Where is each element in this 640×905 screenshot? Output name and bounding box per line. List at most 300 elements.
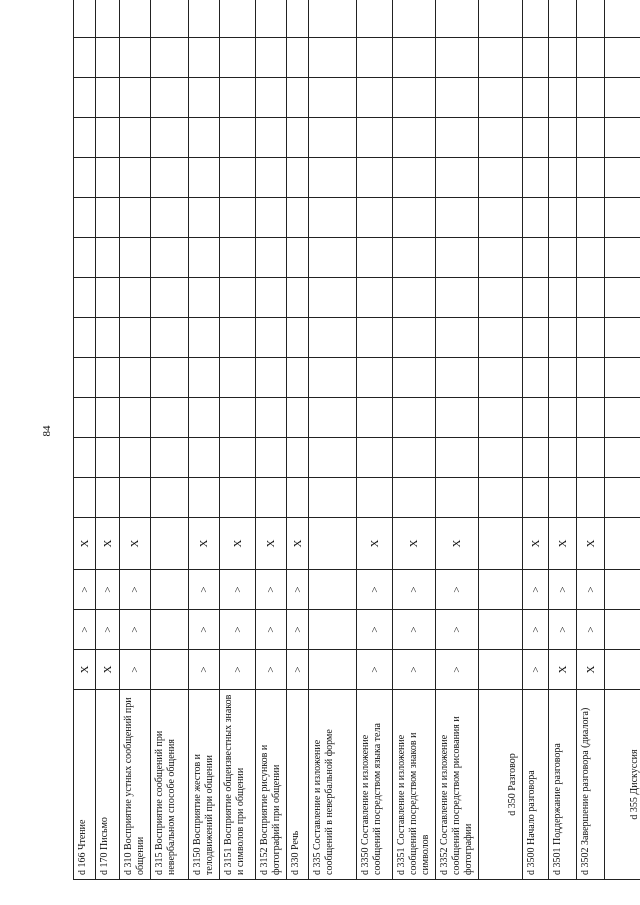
grid-cell [393, 358, 436, 398]
grid-cell [549, 358, 577, 398]
grid-cell: > [357, 650, 393, 690]
grid-cell [287, 158, 309, 198]
grid-cell [220, 438, 256, 478]
grid-cell: > [287, 610, 309, 650]
grid-cell [393, 398, 436, 438]
grid-cell: X [357, 518, 393, 570]
grid-cell [393, 118, 436, 158]
grid-cell [436, 438, 479, 478]
grid-cell [357, 38, 393, 78]
grid-cell [436, 78, 479, 118]
grid-cell [151, 78, 189, 118]
grid-cell [287, 238, 309, 278]
grid-cell [120, 358, 151, 398]
grid-cell [393, 238, 436, 278]
grid-cell [151, 650, 189, 690]
grid-cell [287, 198, 309, 238]
grid-cell [577, 438, 605, 478]
grid-cell [436, 318, 479, 358]
grid-cell [120, 118, 151, 158]
grid-cell [151, 438, 189, 478]
grid-cell [220, 478, 256, 518]
grid-cell [479, 518, 523, 570]
grid-cell [151, 570, 189, 610]
grid-cell [189, 238, 220, 278]
table-row [189, 0, 220, 880]
grid-cell [74, 0, 96, 38]
grid-cell [577, 278, 605, 318]
grid-cell: > [189, 570, 220, 610]
grid-cell [74, 238, 96, 278]
grid-cell [256, 478, 287, 518]
grid-cell: > [189, 610, 220, 650]
grid-cell [479, 158, 523, 198]
grid-cell [309, 158, 357, 198]
grid-cell [189, 358, 220, 398]
grid-cell [577, 118, 605, 158]
grid-cell [309, 358, 357, 398]
grid-cell [151, 158, 189, 198]
grid-cell: > [256, 610, 287, 650]
table-row [393, 0, 436, 880]
grid-cell [479, 238, 523, 278]
grid-cell [96, 478, 120, 518]
grid-cell [151, 278, 189, 318]
grid-cell: > [357, 570, 393, 610]
grid-cell [479, 118, 523, 158]
grid-cell [479, 650, 523, 690]
grid-cell [523, 78, 549, 118]
grid-cell [189, 0, 220, 38]
grid-cell [220, 198, 256, 238]
grid-cell [309, 478, 357, 518]
grid-cell: > [74, 570, 96, 610]
grid-cell [256, 38, 287, 78]
table-row [151, 0, 189, 880]
grid-cell [605, 198, 640, 238]
grid-cell [74, 398, 96, 438]
grid-cell [523, 238, 549, 278]
grid-cell [605, 118, 640, 158]
grid-cell [120, 158, 151, 198]
grid-cell [151, 198, 189, 238]
grid-cell [393, 318, 436, 358]
grid-cell [256, 118, 287, 158]
grid-cell [120, 38, 151, 78]
grid-cell: X [120, 518, 151, 570]
grid-cell [523, 278, 549, 318]
grid-cell [256, 0, 287, 38]
rotated-page-content [73, 60, 640, 880]
grid-cell [523, 478, 549, 518]
grid-cell [549, 0, 577, 38]
grid-cell [287, 318, 309, 358]
grid-cell [220, 358, 256, 398]
grid-cell: > [393, 650, 436, 690]
grid-cell: > [189, 650, 220, 690]
grid-cell: X [287, 518, 309, 570]
grid-cell: > [96, 610, 120, 650]
grid-cell: > [74, 610, 96, 650]
grid-cell [523, 38, 549, 78]
grid-cell [605, 650, 640, 690]
grid-cell [605, 358, 640, 398]
grid-cell [151, 238, 189, 278]
table-row [96, 0, 120, 880]
grid-cell [220, 78, 256, 118]
grid-cell [436, 198, 479, 238]
grid-cell [549, 438, 577, 478]
grid-cell [120, 0, 151, 38]
grid-cell [287, 398, 309, 438]
grid-cell [189, 398, 220, 438]
grid-cell [357, 478, 393, 518]
grid-cell [74, 278, 96, 318]
grid-cell [96, 158, 120, 198]
grid-cell [309, 610, 357, 650]
table-row [605, 0, 640, 880]
grid-cell [549, 38, 577, 78]
grid-cell [549, 398, 577, 438]
grid-cell [220, 38, 256, 78]
grid-cell [577, 238, 605, 278]
grid-cell [189, 198, 220, 238]
grid-cell [393, 278, 436, 318]
grid-cell [74, 438, 96, 478]
grid-cell [577, 358, 605, 398]
grid-cell [479, 278, 523, 318]
grid-cell [549, 238, 577, 278]
grid-cell [220, 118, 256, 158]
grid-cell [309, 0, 357, 38]
grid-cell [287, 278, 309, 318]
grid-cell [605, 398, 640, 438]
grid-cell [96, 38, 120, 78]
grid-cell: > [523, 650, 549, 690]
grid-cell [96, 238, 120, 278]
grid-cell [479, 38, 523, 78]
grid-cell [523, 118, 549, 158]
grid-cell [120, 438, 151, 478]
grid-cell [309, 38, 357, 78]
grid-cell [605, 0, 640, 38]
grid-cell [189, 38, 220, 78]
grid-cell [309, 318, 357, 358]
grid-cell: > [436, 610, 479, 650]
row-label: d 3500 Начало разговора [523, 690, 549, 880]
grid-cell [436, 278, 479, 318]
grid-cell [549, 198, 577, 238]
grid-cell [189, 158, 220, 198]
grid-cell [357, 438, 393, 478]
row-label: d 166 Чтение [74, 690, 96, 880]
table-row [577, 0, 605, 880]
grid-cell [605, 38, 640, 78]
grid-cell [393, 38, 436, 78]
grid-cell [120, 198, 151, 238]
row-label: d 315 Восприятие сообщений при невербальном способе общения [151, 690, 189, 880]
grid-cell [357, 278, 393, 318]
grid-cell [120, 478, 151, 518]
grid-cell [309, 238, 357, 278]
grid-cell: X [74, 650, 96, 690]
grid-cell [523, 198, 549, 238]
grid-cell [256, 278, 287, 318]
grid-cell: > [357, 610, 393, 650]
grid-cell [393, 198, 436, 238]
grid-cell [309, 198, 357, 238]
grid-cell [96, 278, 120, 318]
grid-cell [74, 478, 96, 518]
grid-cell [549, 78, 577, 118]
grid-cell [151, 318, 189, 358]
grid-cell: > [436, 570, 479, 610]
grid-cell [549, 118, 577, 158]
grid-cell: > [523, 610, 549, 650]
grid-cell [189, 78, 220, 118]
grid-cell [151, 118, 189, 158]
row-label: d 3351 Составление и изложение сообщений посредством знаков и символов [393, 690, 436, 880]
grid-cell [523, 0, 549, 38]
grid-cell [605, 278, 640, 318]
grid-cell [549, 278, 577, 318]
grid-cell: X [577, 650, 605, 690]
grid-cell [256, 398, 287, 438]
grid-cell [256, 358, 287, 398]
grid-cell [393, 0, 436, 38]
grid-cell [96, 438, 120, 478]
grid-cell [309, 570, 357, 610]
grid-cell: > [220, 610, 256, 650]
grid-cell [479, 78, 523, 118]
grid-cell [309, 650, 357, 690]
grid-cell [287, 478, 309, 518]
grid-cell [479, 398, 523, 438]
grid-cell: > [120, 570, 151, 610]
grid-cell [605, 478, 640, 518]
row-label: d 355 Дискуссия [605, 690, 640, 880]
grid-cell [479, 478, 523, 518]
table-row [256, 0, 287, 880]
grid-cell [220, 398, 256, 438]
row-label: d 335 Составление и изложение сообщений в невербальной форме [309, 690, 357, 880]
table-row [220, 0, 256, 880]
grid-cell: X [577, 518, 605, 570]
grid-cell [96, 118, 120, 158]
grid-cell [74, 358, 96, 398]
grid-cell [605, 610, 640, 650]
grid-cell [605, 158, 640, 198]
grid-cell [256, 238, 287, 278]
grid-cell [287, 358, 309, 398]
grid-cell [357, 358, 393, 398]
row-label: d 3502 Завершение разговора (диалога) [577, 690, 605, 880]
grid-cell [357, 0, 393, 38]
grid-cell: > [220, 570, 256, 610]
grid-cell [436, 0, 479, 38]
grid-cell [74, 318, 96, 358]
grid-cell [287, 0, 309, 38]
grid-cell [436, 358, 479, 398]
grid-cell [577, 478, 605, 518]
grid-cell [577, 38, 605, 78]
grid-cell [96, 318, 120, 358]
grid-cell [393, 438, 436, 478]
grid-cell [436, 118, 479, 158]
grid-cell [256, 78, 287, 118]
grid-cell: X [96, 650, 120, 690]
grid-cell: X [523, 518, 549, 570]
grid-cell [577, 158, 605, 198]
grid-cell: > [436, 650, 479, 690]
grid-cell [120, 78, 151, 118]
grid-cell [436, 158, 479, 198]
grid-cell [357, 318, 393, 358]
table-row [549, 0, 577, 880]
grid-cell [577, 0, 605, 38]
grid-cell [309, 518, 357, 570]
grid-cell [96, 358, 120, 398]
grid-cell [605, 78, 640, 118]
grid-cell [220, 318, 256, 358]
grid-cell [151, 610, 189, 650]
grid-cell [479, 318, 523, 358]
table-row [287, 0, 309, 880]
table-row [479, 0, 523, 880]
grid-cell [577, 198, 605, 238]
grid-cell [96, 0, 120, 38]
row-label: d 310 Восприятие устных сообщений при общении [120, 690, 151, 880]
grid-cell [309, 398, 357, 438]
grid-cell: X [549, 650, 577, 690]
row-label: d 3350 Составление и изложение сообщений посредством языка тела [357, 690, 393, 880]
grid-cell [256, 158, 287, 198]
grid-cell: X [393, 518, 436, 570]
grid-cell [436, 478, 479, 518]
grid-cell [309, 278, 357, 318]
grid-cell [120, 238, 151, 278]
grid-cell [287, 78, 309, 118]
grid-cell [256, 438, 287, 478]
table-row [357, 0, 393, 880]
grid-cell [220, 158, 256, 198]
grid-cell [357, 158, 393, 198]
grid-cell [287, 38, 309, 78]
grid-cell: > [287, 650, 309, 690]
grid-cell: > [549, 610, 577, 650]
grid-cell [357, 398, 393, 438]
grid-cell [287, 438, 309, 478]
table-row [436, 0, 479, 880]
grid-cell [393, 158, 436, 198]
grid-cell [220, 0, 256, 38]
row-label: d 3151 Восприятие общеизвестных знаков и символов при общении [220, 690, 256, 880]
grid-cell: > [393, 570, 436, 610]
grid-cell [74, 198, 96, 238]
grid-cell: > [220, 650, 256, 690]
page-number: 84 [41, 425, 53, 437]
grid-cell [605, 238, 640, 278]
grid-cell [151, 358, 189, 398]
grid-cell [605, 570, 640, 610]
grid-cell [393, 478, 436, 518]
grid-cell [577, 398, 605, 438]
grid-cell [605, 438, 640, 478]
grid-cell: > [577, 570, 605, 610]
grid-cell [393, 78, 436, 118]
grid-cell [74, 78, 96, 118]
grid-cell [151, 478, 189, 518]
grid-cell [189, 478, 220, 518]
grid-cell [479, 198, 523, 238]
grid-cell: X [220, 518, 256, 570]
row-label: d 3352 Составление и изложение сообщений посредством рисования и фотографии [436, 690, 479, 880]
grid-cell [256, 198, 287, 238]
grid-cell [74, 158, 96, 198]
grid-cell [74, 118, 96, 158]
grid-cell [605, 518, 640, 570]
grid-cell [309, 438, 357, 478]
grid-cell [96, 398, 120, 438]
grid-cell: > [523, 570, 549, 610]
assessment-table [73, 0, 640, 880]
row-label: d 3501 Поддержание разговора [549, 690, 577, 880]
grid-cell [309, 118, 357, 158]
grid-cell [479, 358, 523, 398]
grid-cell [549, 158, 577, 198]
grid-cell [120, 318, 151, 358]
grid-cell: > [120, 610, 151, 650]
grid-cell [357, 78, 393, 118]
table-row [120, 0, 151, 880]
grid-cell [189, 118, 220, 158]
grid-cell [220, 278, 256, 318]
grid-cell [120, 278, 151, 318]
grid-cell [74, 38, 96, 78]
grid-cell: > [393, 610, 436, 650]
grid-cell [151, 0, 189, 38]
grid-cell: X [189, 518, 220, 570]
grid-cell [479, 0, 523, 38]
grid-cell [256, 318, 287, 358]
grid-cell [120, 398, 151, 438]
grid-cell [151, 398, 189, 438]
grid-cell: > [287, 570, 309, 610]
grid-cell: X [549, 518, 577, 570]
grid-cell [436, 238, 479, 278]
row-label: d 350 Разговор [479, 690, 523, 880]
grid-cell [523, 318, 549, 358]
grid-cell [605, 318, 640, 358]
grid-cell [479, 438, 523, 478]
table-row [523, 0, 549, 880]
grid-cell: X [256, 518, 287, 570]
grid-cell [523, 158, 549, 198]
grid-cell [151, 518, 189, 570]
grid-cell [96, 78, 120, 118]
grid-cell [96, 198, 120, 238]
row-label: d 3150 Восприятие жестов и телодвижений при общении [189, 690, 220, 880]
grid-cell: > [256, 570, 287, 610]
grid-cell: X [74, 518, 96, 570]
table-row [74, 0, 96, 880]
grid-cell [189, 278, 220, 318]
grid-cell [549, 318, 577, 358]
grid-cell [523, 438, 549, 478]
grid-cell [436, 38, 479, 78]
grid-cell [436, 398, 479, 438]
row-label: d 170 Письмо [96, 690, 120, 880]
